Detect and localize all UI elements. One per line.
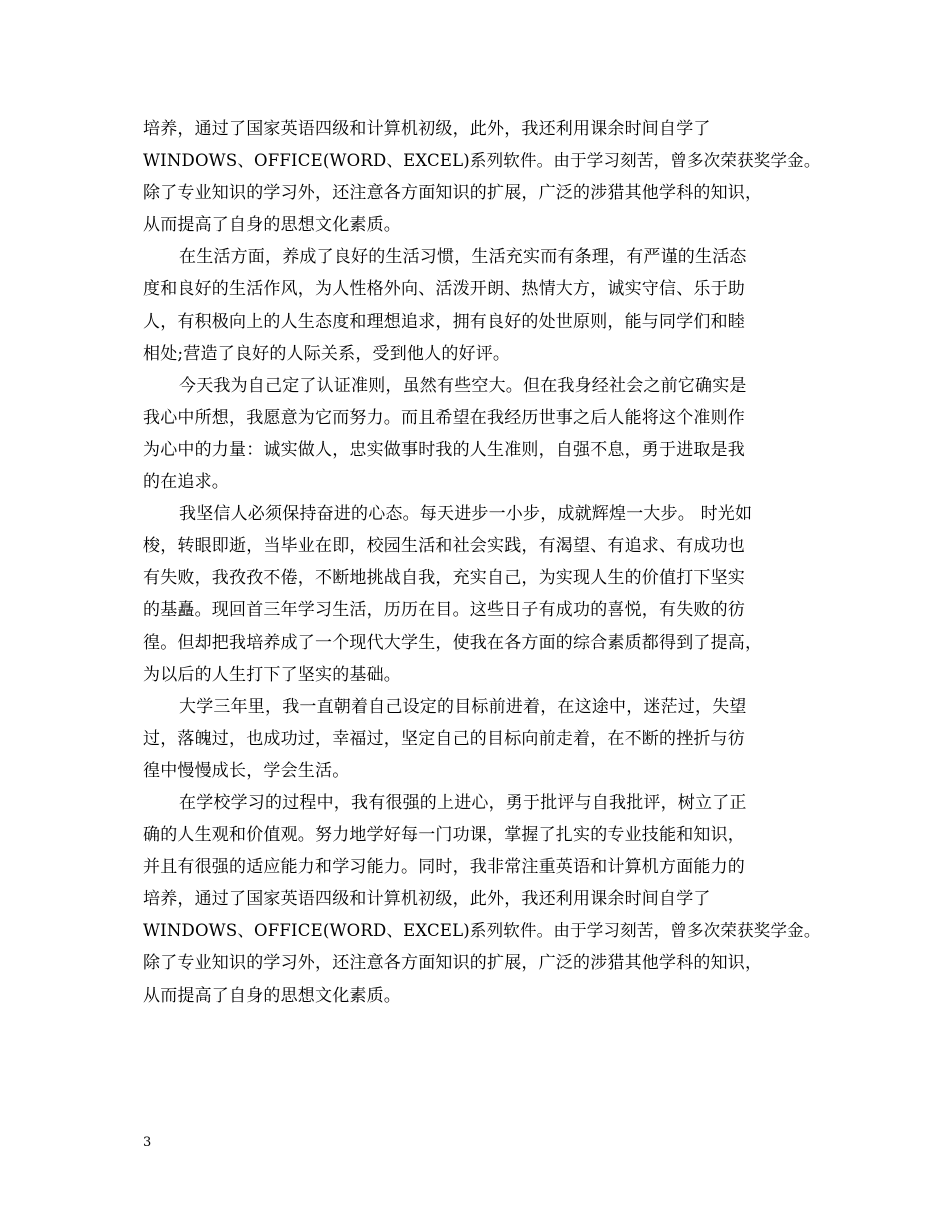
text-line: 为心中的力量：诚实做人，忠实做事时我的人生准则，自强不息，勇于进取是我 [143,439,745,460]
paragraph-first-line: 大学三年里，我一直朝着自己设定的目标前进着，在这途中，迷茫过，失望 [179,696,747,717]
text-line: 培养，通过了国家英语四级和计算机初级，此外，我还利用课余时间自学了 [143,889,711,910]
text-line: 为以后的人生打下了坚实的基础。 [143,664,401,685]
text-line: 过，落魄过，也成功过，幸福过，坚定自己的目标向前走着，在不断的挫折与彷 [143,728,745,749]
text-line: 我心中所想，我愿意为它而努力。而且希望在我经历世事之后人能将这个准则作 [143,407,745,428]
text-line: 除了专业知识的学习外，还注意各方面知识的扩展，广泛的涉猎其他学科的知识， [143,953,763,974]
text-line: 并且有很强的适应能力和学习能力。同时，我非常注重英语和计算机方面能力的 [143,857,745,878]
text-line: 的在追求。 [143,472,229,493]
text-line: 除了专业知识的学习外，还注意各方面知识的扩展，广泛的涉猎其他学科的知识， [143,183,763,204]
document-body [143,113,823,1012]
text-line: 的基矗。现回首三年学习生活，历历在目。这些日子有成功的喜悦，有失败的彷 [143,600,745,621]
paragraph-first-line: 今天我为自己定了认证准则，虽然有些空大。但在我身经社会之前它确实是 [179,375,747,396]
text-line: 徨。但却把我培养成了一个现代大学生，使我在各方面的综合素质都得到了提高， [143,632,763,653]
text-line: 梭，转眼即逝，当毕业在即，校园生活和社会实践，有渴望、有追求、有成功也 [143,536,745,557]
text-line: 人，有积极向上的人生态度和理想追求，拥有良好的处世原则，能与同学们和睦 [143,311,745,332]
page-number: 3 [143,1135,152,1150]
paragraph-first-line: 在学校学习的过程中，我有很强的上进心，勇于批评与自我批评，树立了正 [179,792,747,813]
text-line: 度和良好的生活作风，为人性格外向、活泼开朗、热情大方，诚实守信、乐于助 [143,279,745,300]
text-line: 从而提高了自身的思想文化素质。 [143,985,401,1006]
text-line: 培养，通过了国家英语四级和计算机初级，此外，我还利用课余时间自学了 [143,119,711,139]
text-line: 相处;营造了良好的人际关系，受到他人的好评。 [143,343,511,364]
paragraph-first-line: 我坚信人必须保持奋进的心态。每天进步一小步，成就辉煌一大步。 时光如 [179,504,753,525]
text-line: 有失败，我孜孜不倦，不断地挑战自我，充实自己，为实现人生的价值打下坚实 [143,568,745,589]
text-line: WINDOWS、OFFICE(WORD、EXCEL)系列软件。由于学习刻苦，曾多次荣获奖学金。 [143,921,821,941]
text-line: 徨中慢慢成长，学会生活。 [143,760,350,781]
text-line: 从而提高了自身的思想文化素质。 [143,215,401,236]
text-line: WINDOWS、OFFICE(WORD、EXCEL)系列软件。由于学习刻苦，曾多次荣获奖学金。 [143,151,821,171]
paragraph-first-line: 在生活方面，养成了良好的生活习惯，生活充实而有条理，有严谨的生活态 [179,247,747,268]
text-line: 确的人生观和价值观。努力地学好每一门功课，掌握了扎实的专业技能和知识， [143,825,745,846]
